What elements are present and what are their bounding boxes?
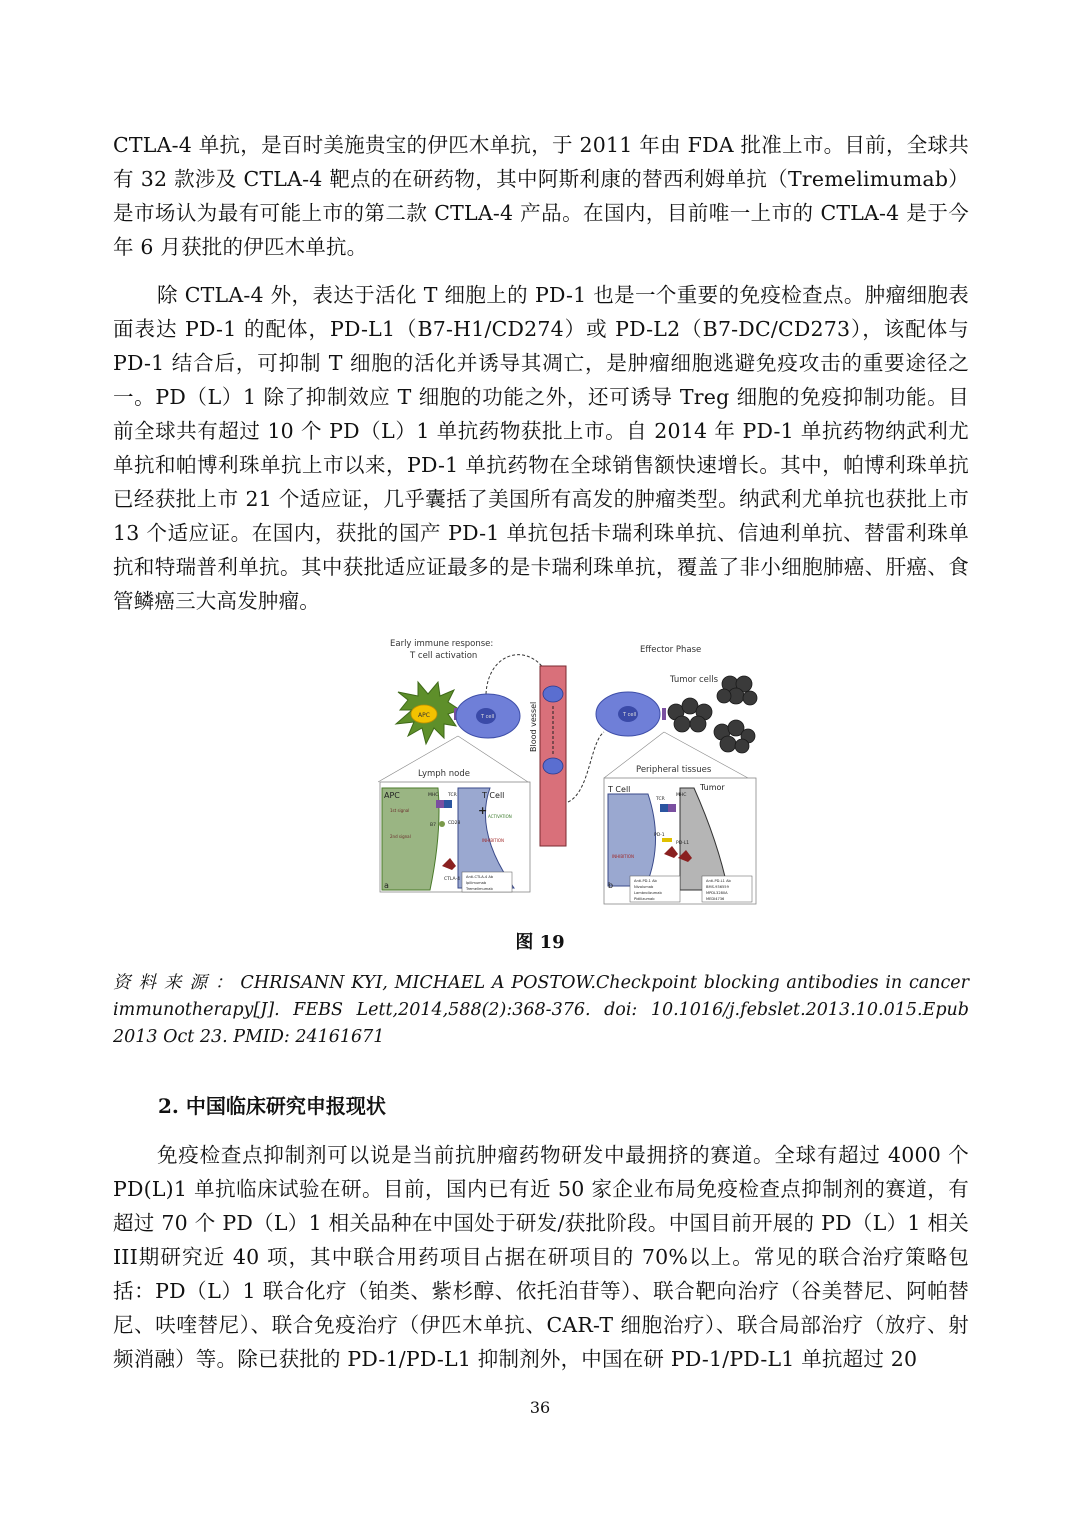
label-panel-a: a	[384, 881, 389, 890]
paragraph-ctla4: CTLA-4 单抗，是百时美施贵宝的伊匹木单抗，于 2011 年由 FDA 批准上市。目前，全球共有 32 款涉及 CTLA-4 靶点的在研药物，其中阿斯利康的替西利姆单抗（Tremelimumab）是市场认为最有可能上市的第二款 CTLA-4 产品。在国内，目前唯一上市的 CTLA-4 是于今年 6 月获批的伊匹木单抗。	[113, 133, 969, 259]
label-t-cell-right: T cell	[623, 712, 637, 718]
box-ctla4-line-1: Ipilimumab	[466, 881, 487, 885]
activation-plus-icon: +	[478, 804, 488, 817]
blood-vessel	[529, 666, 566, 846]
checkpoint-diagram	[378, 632, 762, 910]
label-mhc: MHC	[428, 793, 439, 798]
label-t-cell-panel-b: T Cell	[608, 785, 631, 794]
label-early-immune: Early immune response:	[390, 639, 494, 649]
source-citation: 资 料 来 源 ： CHRISANN KYI, MICHAEL A POSTOW.Checkpoint blocking antibodies in cancer immunotherapy[J]. FEBS Lett,2014,588(2):368-376. doi: 10.1016/j.febslet.2013.10.015.Epub 2013 Oct 23. PMID: 24161671	[113, 973, 969, 1047]
paragraph-clinical: 免疫检查点抑制剂可以说是当前抗肿瘤药物研发中最拥挤的赛道。全球有超过 4000 个 PD(L)1 单抗临床试验在研。目前，国内已有近 50 家企业布局免疫检查点抑制剂的赛道，有超过 70 个 PD（L）1 相关品种在中国处于研发/获批阶段。中国目前开展的 PD（L）1 相关III期研究近 40 项，其中联合用药项目占据在研项目的 70%以上。常见的联合治疗策略包括：PD（L）1 联合化疗（铂类、紫杉醇、依托泊苷等）、联合靶向治疗（谷美替尼、阿帕替尼、呋喹替尼）、联合免疫治疗（伊匹木单抗、CAR-T 细胞治疗）、联合局部治疗（放疗、射频消融）等。除已获批的 PD-1/PD-L1 抑制剂外，中国在研 PD-1/PD-L1 单抗超过 20	[113, 1143, 969, 1371]
figure-checkpoint-diagram	[378, 632, 762, 910]
label-lymph-node: Lymph node	[418, 769, 470, 779]
label-ctla4: CTLA-4	[444, 877, 460, 882]
label-b7: B7	[430, 823, 436, 828]
tumor-cluster-3	[714, 720, 755, 753]
label-t-cell-panel-a: T Cell	[482, 791, 505, 800]
label-inhibition-b: INHIBITION	[612, 854, 635, 859]
figure-caption: 图 19	[515, 932, 565, 953]
tumor-cluster-1	[668, 698, 712, 732]
label-pdl1: PD-L1	[676, 841, 690, 846]
box-pd1-line-3: Pidilizumab	[634, 897, 655, 901]
label-effector-phase: Effector Phase	[640, 645, 702, 655]
box-pd1-line-2: Lambrolizumab	[634, 891, 662, 895]
apc-cell	[396, 682, 460, 744]
label-tcr: TCR	[448, 793, 457, 798]
page-number: 36	[529, 1398, 551, 1417]
label-apc: APC	[418, 712, 430, 719]
label-panel-b: b	[608, 881, 614, 890]
label-tumor-panel: Tumor	[700, 783, 725, 792]
box-pdl1-line-2: MPDL3280A	[706, 891, 728, 895]
label-t-activation: T cell activation	[410, 651, 478, 661]
box-pdl1-line-1: BMS-936559	[706, 885, 729, 889]
paragraph-pd1: 除 CTLA-4 外，表达于活化 T 细胞上的 PD-1 也是一个重要的免疫检查点。肿瘤细胞表面表达 PD-1 的配体，PD-L1（B7-H1/CD274）或 PD-L2（B7-DC/CD273），该配体与 PD-1 结合后，可抑制 T 细胞的活化并诱导其凋亡，是肿瘤细胞逃避免疫攻击的重要途径之一。PD（L）1 除了抑制效应 T 细胞的功能之外，还可诱导 Treg 细胞的免疫抑制功能。目前全球共有超过 10 个 PD（L）1 单抗药物获批上市。自 2014 年 PD-1 单抗药物纳武利尤单抗和帕博利珠单抗上市以来，PD-1 单抗药物在全球销售额快速增长。其中，帕博利珠单抗已经获批上市 21 个适应证，几乎囊括了美国所有高发的肿瘤类型。纳武利尤单抗也获批上市 13 个适应证。在国内，获批的国产 PD-1 单抗包括卡瑞利珠单抗、信迪利单抗、替雷利珠单抗和特瑞普利单抗。其中获批适应证最多的是卡瑞利珠单抗，覆盖了非小细胞肺癌、肝癌、食管鳞癌三大高发肿瘤。	[113, 283, 969, 613]
box-pdl1-line-0: Anti-PD-L1 Ab	[706, 879, 731, 883]
box-pd1-line-1: Nivolumab	[634, 885, 654, 889]
section-heading: 2. 中国临床研究申报现状	[158, 1094, 386, 1118]
box-ctla4-line-2: Tremelimumab	[466, 887, 493, 891]
dashed-arrow-to-effector	[568, 732, 604, 802]
t-cell-right	[596, 692, 660, 736]
pd1-receptor	[662, 708, 666, 720]
label-inhibition-a: INHIBITION	[482, 838, 505, 843]
label-apc-panel: APC	[384, 791, 400, 800]
label-tumor-cells: Tumor cells	[670, 675, 719, 685]
t-cell-left	[456, 694, 520, 738]
label-first-signal: 1st signal	[390, 808, 410, 813]
box-ctla4-line-0: Anti-CTLA-4 Ab	[466, 875, 494, 879]
box-pdl1-line-3: MEDI4736	[706, 897, 725, 901]
label-activation: ACTIVATION	[488, 814, 512, 819]
label-tcr-b: TCR	[656, 797, 665, 802]
dashed-arrow-to-vessel	[486, 655, 546, 694]
label-cd28: CD28	[448, 821, 461, 826]
panel-b	[604, 778, 756, 904]
label-t-cell-left: T cell	[481, 714, 495, 720]
tumor-cluster-2	[717, 676, 757, 705]
label-pd1: PD-1	[654, 833, 665, 838]
panel-a	[380, 782, 530, 892]
label-second-signal: 2nd signal	[390, 834, 411, 839]
label-peripheral: Peripheral tissues	[636, 765, 712, 775]
label-mhc-b: MHC	[676, 793, 687, 798]
box-pd1-line-0: Anti-PD-1 Ab	[634, 879, 657, 883]
label-blood-vessel: Blood vessel	[529, 701, 538, 752]
